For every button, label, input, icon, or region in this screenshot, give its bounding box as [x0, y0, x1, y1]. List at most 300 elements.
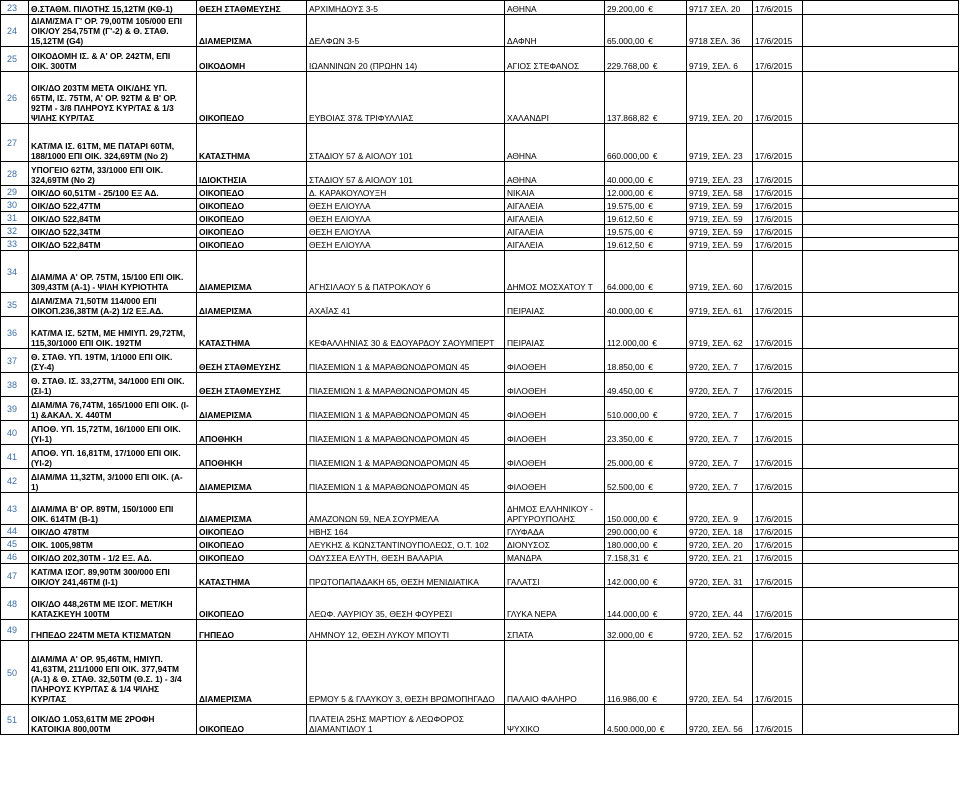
property-type-cell	[197, 705, 307, 735]
value-text: 290.000,00	[607, 527, 649, 537]
row-number-text: 49	[7, 625, 18, 635]
empty-cell	[803, 525, 959, 538]
property-type-cell	[197, 469, 307, 493]
property-type-text: ΟΙΚΟΠΕΔΟ	[199, 214, 244, 224]
currency-symbol: €	[652, 527, 658, 537]
address-cell	[307, 469, 505, 493]
area-text: ΦΙΛΟΘΕΗ	[507, 410, 547, 420]
description-cell	[29, 124, 197, 162]
area-cell	[505, 238, 605, 251]
table-row	[1, 162, 959, 186]
area-text: ΔΗΜΟΣ ΜΟΣΧΑΤΟΥ Τ	[507, 282, 593, 292]
reference-text: 9720, ΣΕΛ. 20	[689, 540, 743, 550]
property-type-text: ΔΙΑΜΕΡΙΣΜΑ	[199, 694, 252, 704]
row-number-cell	[1, 162, 29, 186]
value-text: 29.200,00	[607, 4, 645, 14]
area-cell	[505, 225, 605, 238]
area-text: ΑΘΗΝΑ	[507, 4, 537, 14]
address-cell	[307, 15, 505, 47]
address-text: ΟΔΥΣΣΕΑ ΕΛΥΤΗ, ΘΕΣΗ ΒΑΛΑΡΙΑ	[309, 553, 443, 563]
property-type-cell	[197, 397, 307, 421]
date-text: 17/6/2015	[755, 4, 793, 14]
row-number-cell	[1, 373, 29, 397]
row-number-cell	[1, 251, 29, 293]
description-cell	[29, 397, 197, 421]
value-cell	[605, 225, 687, 238]
empty-cell	[803, 349, 959, 373]
value-cell	[605, 349, 687, 373]
property-type-cell	[197, 525, 307, 538]
value-text: 40.000,00	[607, 306, 645, 316]
table-row	[1, 493, 959, 525]
description-text: Θ.ΣΤΑΘΜ. ΠΙΛΟΤΗΣ 15,12ΤΜ (ΚΘ-1)	[31, 4, 173, 14]
area-text: ΦΙΛΟΘΕΗ	[507, 434, 547, 444]
value-text: 23.350,00	[607, 434, 645, 444]
date-cell	[753, 620, 803, 641]
property-type-text: ΔΙΑΜΕΡΙΣΜΑ	[199, 36, 252, 46]
property-type-cell	[197, 212, 307, 225]
description-text: ΔΙΑΜ/ΜΑ Α' ΟΡ. 95,46ΤΜ, ΗΜΙΥΠ. 41,63ΤΜ, 211/1000 ΕΠΙ ΟΙΚ. 377,94ΤΜ (Α-1) & Θ. ΣΤΑΘ. 32,50ΤΜ (Θ.Σ. 1) - 3/4 ΠΛΗΡΟΥΣ ΚΥΡ/ΤΑΣ & 1/4 ΨΙΛΗΣ ΚΥΡ/ΤΑΣ	[31, 654, 182, 704]
reference-cell	[687, 1, 753, 15]
reference-text: 9720, ΣΕΛ. 7	[689, 362, 738, 372]
reference-text: 9719, ΣΕΛ. 6	[689, 61, 738, 71]
address-cell	[307, 445, 505, 469]
table-row	[1, 445, 959, 469]
description-cell	[29, 538, 197, 551]
address-cell	[307, 588, 505, 620]
property-type-cell	[197, 373, 307, 397]
table-row	[1, 538, 959, 551]
description-cell	[29, 72, 197, 124]
area-cell	[505, 317, 605, 349]
empty-cell	[803, 705, 959, 735]
date-cell	[753, 199, 803, 212]
date-text: 17/6/2015	[755, 282, 793, 292]
date-text: 17/6/2015	[755, 527, 793, 537]
area-cell	[505, 525, 605, 538]
value-text: 40.000,00	[607, 175, 645, 185]
reference-text: 9720, ΣΕΛ. 7	[689, 386, 738, 396]
address-text: ΘΕΣΗ ΕΛΙΟΥΛΑ	[309, 201, 371, 211]
area-text: ΑΙΓΑΛΕΙΑ	[507, 201, 544, 211]
area-text: ΓΛΥΚΑ ΝΕΡΑ	[507, 609, 557, 619]
area-cell	[505, 373, 605, 397]
date-text: 17/6/2015	[755, 514, 793, 524]
date-text: 17/6/2015	[755, 553, 793, 563]
description-cell	[29, 293, 197, 317]
property-type-text: ΟΙΚΟΠΕΔΟ	[199, 227, 244, 237]
value-text: 229.768,00	[607, 61, 649, 71]
date-text: 17/6/2015	[755, 227, 793, 237]
value-text: 49.450,00	[607, 386, 645, 396]
reference-text: 9719, ΣΕΛ. 60	[689, 282, 743, 292]
reference-cell	[687, 238, 753, 251]
area-cell	[505, 251, 605, 293]
value-cell	[605, 212, 687, 225]
date-text: 17/6/2015	[755, 306, 793, 316]
table-row	[1, 199, 959, 212]
row-number-text: 39	[7, 403, 18, 414]
row-number-text: 51	[7, 714, 18, 725]
row-number-text: 46	[7, 552, 18, 562]
property-type-text: ΟΙΚΟΔΟΜΗ	[199, 61, 246, 71]
property-type-text: ΘΕΣΗ ΣΤΑΘΜΕΥΣΗΣ	[199, 4, 281, 14]
address-text: ΠΙΑΣΕΜΙΩΝ 1 & ΜΑΡΑΘΩΝΟΔΡΟΜΩΝ 45	[309, 386, 470, 396]
reference-text: 9720, ΣΕΛ. 7	[689, 458, 738, 468]
reference-cell	[687, 525, 753, 538]
description-text: ΔΙΑΜ/ΜΑ Β' ΟΡ. 89ΤΜ, 150/1000 ΕΠΙ ΟΙΚ. 614ΤΜ (Β-1)	[31, 504, 174, 524]
description-cell	[29, 620, 197, 641]
property-type-text: ΟΙΚΟΠΕΔΟ	[199, 113, 244, 123]
date-cell	[753, 564, 803, 588]
area-text: ΠΑΛΑΙΟ ΦΑΛΗΡΟ	[507, 694, 577, 704]
address-cell	[307, 238, 505, 251]
area-cell	[505, 445, 605, 469]
address-text: ΘΕΣΗ ΕΛΙΟΥΛΑ	[309, 227, 371, 237]
row-number-text: 32	[7, 226, 18, 236]
address-text: ΑΡΧΙΜΗΔΟΥΣ 3-5	[309, 4, 378, 14]
empty-cell	[803, 124, 959, 162]
description-text: ΟΙΚ/ΔΟ 448,26ΤΜ ΜΕ ΙΣΟΓ. ΜΕΤ/ΚΗ ΚΑΤΑΣΚΕΥΗ 100ΤΜ	[31, 599, 173, 619]
table-row	[1, 551, 959, 564]
address-text: ΚΕΦΑΛΛΗΝΙΑΣ 30 & ΕΔΟΥΑΡΔΟΥ ΣΑΟΥΜΠΕΡΤ	[309, 338, 495, 348]
row-number-text: 35	[7, 299, 18, 310]
date-cell	[753, 72, 803, 124]
row-number-cell	[1, 525, 29, 538]
area-cell	[505, 349, 605, 373]
date-text: 17/6/2015	[755, 434, 793, 444]
row-number-cell	[1, 620, 29, 641]
description-cell	[29, 588, 197, 620]
property-type-cell	[197, 349, 307, 373]
table-row	[1, 124, 959, 162]
address-cell	[307, 538, 505, 551]
currency-symbol: €	[648, 362, 653, 372]
property-type-cell	[197, 1, 307, 15]
area-cell	[505, 620, 605, 641]
value-cell	[605, 588, 687, 620]
address-cell	[307, 551, 505, 564]
area-cell	[505, 551, 605, 564]
value-text: 12.000,00	[607, 188, 645, 198]
property-type-text: ΟΙΚΟΠΕΔΟ	[199, 527, 244, 537]
description-cell	[29, 493, 197, 525]
reference-text: 9719, ΣΕΛ. 61	[689, 306, 743, 316]
empty-cell	[803, 1, 959, 15]
address-text: ΑΧΑΪΑΣ 41	[309, 306, 351, 316]
value-cell	[605, 15, 687, 47]
row-number-text: 26	[7, 92, 18, 103]
table-row	[1, 705, 959, 735]
row-number-cell	[1, 317, 29, 349]
table-row	[1, 317, 959, 349]
description-text: ΚΑΤ/ΜΑ ΙΣ. 61ΤΜ, ΜΕ ΠΑΤΑΡΙ 60ΤΜ, 188/1000 ΕΠΙ ΟΙΚ. 324,69ΤΜ (Νο 2)	[31, 141, 175, 161]
reference-cell	[687, 588, 753, 620]
date-cell	[753, 373, 803, 397]
value-text: 19.575,00	[607, 227, 645, 237]
area-cell	[505, 199, 605, 212]
description-text: ΔΙΑΜ/ΜΑ 76,74ΤΜ, 165/1000 ΕΠΙ ΟΙΚ. (Ι- 1) &ΑΚΑΛ. Χ. 440ΤΜ	[31, 400, 189, 420]
description-text: ΥΠΟΓΕΙΟ 62ΤΜ, 33/1000 ΕΠΙ ΟΙΚ. 324,69ΤΜ (Νο 2)	[31, 165, 164, 185]
area-text: ΧΑΛΑΝΔΡΙ	[507, 113, 549, 123]
reference-cell	[687, 251, 753, 293]
address-text: ΠΙΑΣΕΜΙΩΝ 1 & ΜΑΡΑΘΩΝΟΔΡΟΜΩΝ 45	[309, 434, 470, 444]
row-number-text: 41	[7, 451, 18, 462]
description-cell	[29, 564, 197, 588]
value-cell	[605, 705, 687, 735]
area-cell	[505, 15, 605, 47]
row-number-cell	[1, 186, 29, 199]
date-cell	[753, 551, 803, 564]
reference-cell	[687, 349, 753, 373]
reference-cell	[687, 620, 753, 641]
address-text: ΛΕΩΦ. ΛΑΥΡΙΟΥ 35, ΘΕΣΗ ΦΟΥΡΕΣΙ	[309, 609, 453, 619]
currency-symbol: €	[652, 61, 658, 71]
property-type-text: ΘΕΣΗ ΣΤΑΘΜΕΥΣΗΣ	[199, 386, 281, 396]
value-text: 112.000,00	[607, 338, 649, 348]
value-cell	[605, 199, 687, 212]
reference-cell	[687, 225, 753, 238]
property-type-cell	[197, 225, 307, 238]
area-cell	[505, 212, 605, 225]
date-cell	[753, 225, 803, 238]
address-text: ΗΒΗΣ 164	[309, 527, 349, 537]
currency-symbol: €	[648, 630, 653, 640]
empty-cell	[803, 186, 959, 199]
date-cell	[753, 293, 803, 317]
property-type-cell	[197, 124, 307, 162]
address-cell	[307, 199, 505, 212]
property-type-cell	[197, 251, 307, 293]
reference-cell	[687, 397, 753, 421]
value-text: 180.000,00	[607, 540, 649, 550]
reference-cell	[687, 538, 753, 551]
reference-cell	[687, 293, 753, 317]
date-cell	[753, 421, 803, 445]
reference-cell	[687, 705, 753, 735]
address-cell	[307, 72, 505, 124]
value-cell	[605, 469, 687, 493]
table-row	[1, 564, 959, 588]
property-type-cell	[197, 538, 307, 551]
area-cell	[505, 705, 605, 735]
date-text: 17/6/2015	[755, 694, 793, 704]
date-text: 17/6/2015	[755, 240, 793, 250]
currency-symbol: €	[652, 514, 658, 524]
address-text: ΑΜΑΖΟΝΩΝ 59, ΝΕΑ ΣΟΥΡΜΕΛΑ	[309, 514, 439, 524]
property-type-text: ΚΑΤΑΣΤΗΜΑ	[199, 338, 251, 348]
property-type-text: ΟΙΚΟΠΕΔΟ	[199, 609, 244, 619]
area-text: ΔΑΦΝΗ	[507, 36, 537, 46]
date-cell	[753, 15, 803, 47]
address-cell	[307, 493, 505, 525]
reference-cell	[687, 72, 753, 124]
description-text: ΔΙΑΜ/ΜΑ 11,32ΤΜ, 3/1000 ΕΠΙ ΟΙΚ. (Α- 1)	[31, 472, 183, 492]
row-number-text: 42	[7, 475, 18, 486]
value-cell	[605, 1, 687, 15]
date-cell	[753, 251, 803, 293]
description-text: ΟΙΚ/ΔΟ 478ΤΜ	[31, 527, 89, 537]
reference-cell	[687, 493, 753, 525]
row-number-text: 43	[7, 503, 18, 514]
property-type-cell	[197, 620, 307, 641]
empty-cell	[803, 641, 959, 705]
date-cell	[753, 493, 803, 525]
value-text: 7.158,31	[607, 553, 640, 563]
date-text: 17/6/2015	[755, 201, 793, 211]
table-row	[1, 15, 959, 47]
value-text: 137.868,82	[607, 113, 649, 123]
reference-cell	[687, 15, 753, 47]
address-cell	[307, 641, 505, 705]
description-cell	[29, 469, 197, 493]
area-cell	[505, 186, 605, 199]
empty-cell	[803, 469, 959, 493]
address-cell	[307, 421, 505, 445]
reference-cell	[687, 47, 753, 72]
reference-cell	[687, 186, 753, 199]
reference-text: 9720, ΣΕΛ. 54	[689, 694, 743, 704]
area-text: ΦΙΛΟΘΕΗ	[507, 458, 547, 468]
property-type-text: ΟΙΚΟΠΕΔΟ	[199, 188, 244, 198]
area-cell	[505, 538, 605, 551]
empty-cell	[803, 493, 959, 525]
value-cell	[605, 445, 687, 469]
value-text: 116.986,00	[607, 694, 649, 704]
description-cell	[29, 225, 197, 238]
property-type-cell	[197, 564, 307, 588]
currency-symbol: €	[652, 694, 657, 704]
description-text: Θ. ΣΤΑΘ. ΙΣ. 33,27ΤΜ, 34/1000 ΕΠΙ ΟΙΚ. (ΣΙ-1)	[31, 376, 185, 396]
reference-text: 9720, ΣΕΛ. 18	[689, 527, 743, 537]
table-row	[1, 588, 959, 620]
property-type-cell	[197, 238, 307, 251]
property-type-text: ΟΙΚΟΠΕΔΟ	[199, 553, 244, 563]
description-text: ΟΙΚ/ΔΟ 522,84ΤΜ	[31, 214, 101, 224]
property-type-text: ΟΙΚΟΠΕΔΟ	[199, 240, 244, 250]
date-cell	[753, 397, 803, 421]
value-cell	[605, 47, 687, 72]
currency-symbol: €	[648, 4, 653, 14]
description-cell	[29, 705, 197, 735]
value-cell	[605, 293, 687, 317]
empty-cell	[803, 373, 959, 397]
reference-cell	[687, 445, 753, 469]
property-type-text: ΟΙΚΟΠΕΔΟ	[199, 724, 244, 734]
property-type-cell	[197, 421, 307, 445]
value-cell	[605, 525, 687, 538]
row-number-cell	[1, 238, 29, 251]
address-text: ΠΙΑΣΕΜΙΩΝ 1 & ΜΑΡΑΘΩΝΟΔΡΟΜΩΝ 45	[309, 482, 470, 492]
table-row	[1, 525, 959, 538]
area-text: ΑΙΓΑΛΕΙΑ	[507, 227, 544, 237]
description-cell	[29, 47, 197, 72]
date-text: 17/6/2015	[755, 630, 793, 640]
area-text: ΑΘΗΝΑ	[507, 151, 537, 161]
value-text: 19.612,50	[607, 214, 645, 224]
area-cell	[505, 493, 605, 525]
empty-cell	[803, 620, 959, 641]
empty-cell	[803, 238, 959, 251]
value-text: 510.000,00	[607, 410, 649, 420]
value-cell	[605, 620, 687, 641]
date-text: 17/6/2015	[755, 151, 793, 161]
value-text: 64.000,00	[607, 282, 645, 292]
address-cell	[307, 564, 505, 588]
description-text: Θ. ΣΤΑΘ. ΥΠ. 19ΤΜ, 1/1000 ΕΠΙ ΟΙΚ. (ΣΥ-4)	[31, 352, 173, 372]
row-number-cell	[1, 445, 29, 469]
currency-symbol: €	[652, 113, 658, 123]
date-text: 17/6/2015	[755, 113, 793, 123]
row-number-text: 28	[7, 168, 18, 179]
area-text: ΝΙΚΑΙΑ	[507, 188, 535, 198]
address-cell	[307, 525, 505, 538]
row-number-cell	[1, 588, 29, 620]
address-cell	[307, 186, 505, 199]
address-text: ΠΙΑΣΕΜΙΩΝ 1 & ΜΑΡΑΘΩΝΟΔΡΟΜΩΝ 45	[309, 410, 470, 420]
date-cell	[753, 212, 803, 225]
area-cell	[505, 641, 605, 705]
address-text: ΔΕΛΦΩΝ 3-5	[309, 36, 360, 46]
row-number-text: 34	[7, 266, 18, 277]
currency-symbol: €	[648, 188, 653, 198]
date-text: 17/6/2015	[755, 410, 793, 420]
area-text: ΑΙΓΑΛΕΙΑ	[507, 240, 544, 250]
value-text: 65.000,00	[607, 36, 645, 46]
currency-symbol: €	[643, 553, 649, 563]
value-cell	[605, 538, 687, 551]
empty-cell	[803, 551, 959, 564]
value-cell	[605, 238, 687, 251]
date-text: 17/6/2015	[755, 458, 793, 468]
empty-cell	[803, 317, 959, 349]
property-type-cell	[197, 641, 307, 705]
row-number-cell	[1, 564, 29, 588]
reference-text: 9720, ΣΕΛ. 56	[689, 724, 743, 734]
table-row	[1, 349, 959, 373]
property-type-cell	[197, 445, 307, 469]
reference-text: 9720, ΣΕΛ. 9	[689, 514, 738, 524]
currency-symbol: €	[652, 410, 658, 420]
row-number-cell	[1, 1, 29, 15]
table-row	[1, 469, 959, 493]
property-type-text: ΔΙΑΜΕΡΙΣΜΑ	[199, 282, 252, 292]
area-cell	[505, 47, 605, 72]
address-text: ΛΕΥΚΗΣ & ΚΩΝΣΤΑΝΤΙΝΟΥΠΟΛΕΩΣ, Ο.Τ. 102	[309, 540, 489, 550]
date-cell	[753, 124, 803, 162]
address-cell	[307, 47, 505, 72]
reference-cell	[687, 564, 753, 588]
date-cell	[753, 641, 803, 705]
row-number-cell	[1, 705, 29, 735]
address-cell	[307, 317, 505, 349]
row-number-text: 27	[7, 137, 18, 148]
date-text: 17/6/2015	[755, 724, 793, 734]
reference-text: 9717 ΣΕΛ. 20	[689, 4, 741, 14]
date-cell	[753, 47, 803, 72]
date-text: 17/6/2015	[755, 188, 793, 198]
date-text: 17/6/2015	[755, 482, 793, 492]
currency-symbol: €	[648, 214, 653, 224]
address-cell	[307, 293, 505, 317]
description-cell	[29, 199, 197, 212]
empty-cell	[803, 199, 959, 212]
description-text: ΔΙΑΜ/ΣΜΑ 71,50ΤΜ 114/000 ΕΠΙ ΟΙΚΟΠ.236,38ΤΜ (Α-2) 1/2 ΕΞ.ΑΔ.	[31, 296, 164, 316]
description-cell	[29, 445, 197, 469]
description-text: ΟΙΚ/ΔΟ 522,34ΤΜ	[31, 227, 101, 237]
empty-cell	[803, 225, 959, 238]
area-text: ΓΑΛΑΤΣΙ	[507, 577, 540, 587]
